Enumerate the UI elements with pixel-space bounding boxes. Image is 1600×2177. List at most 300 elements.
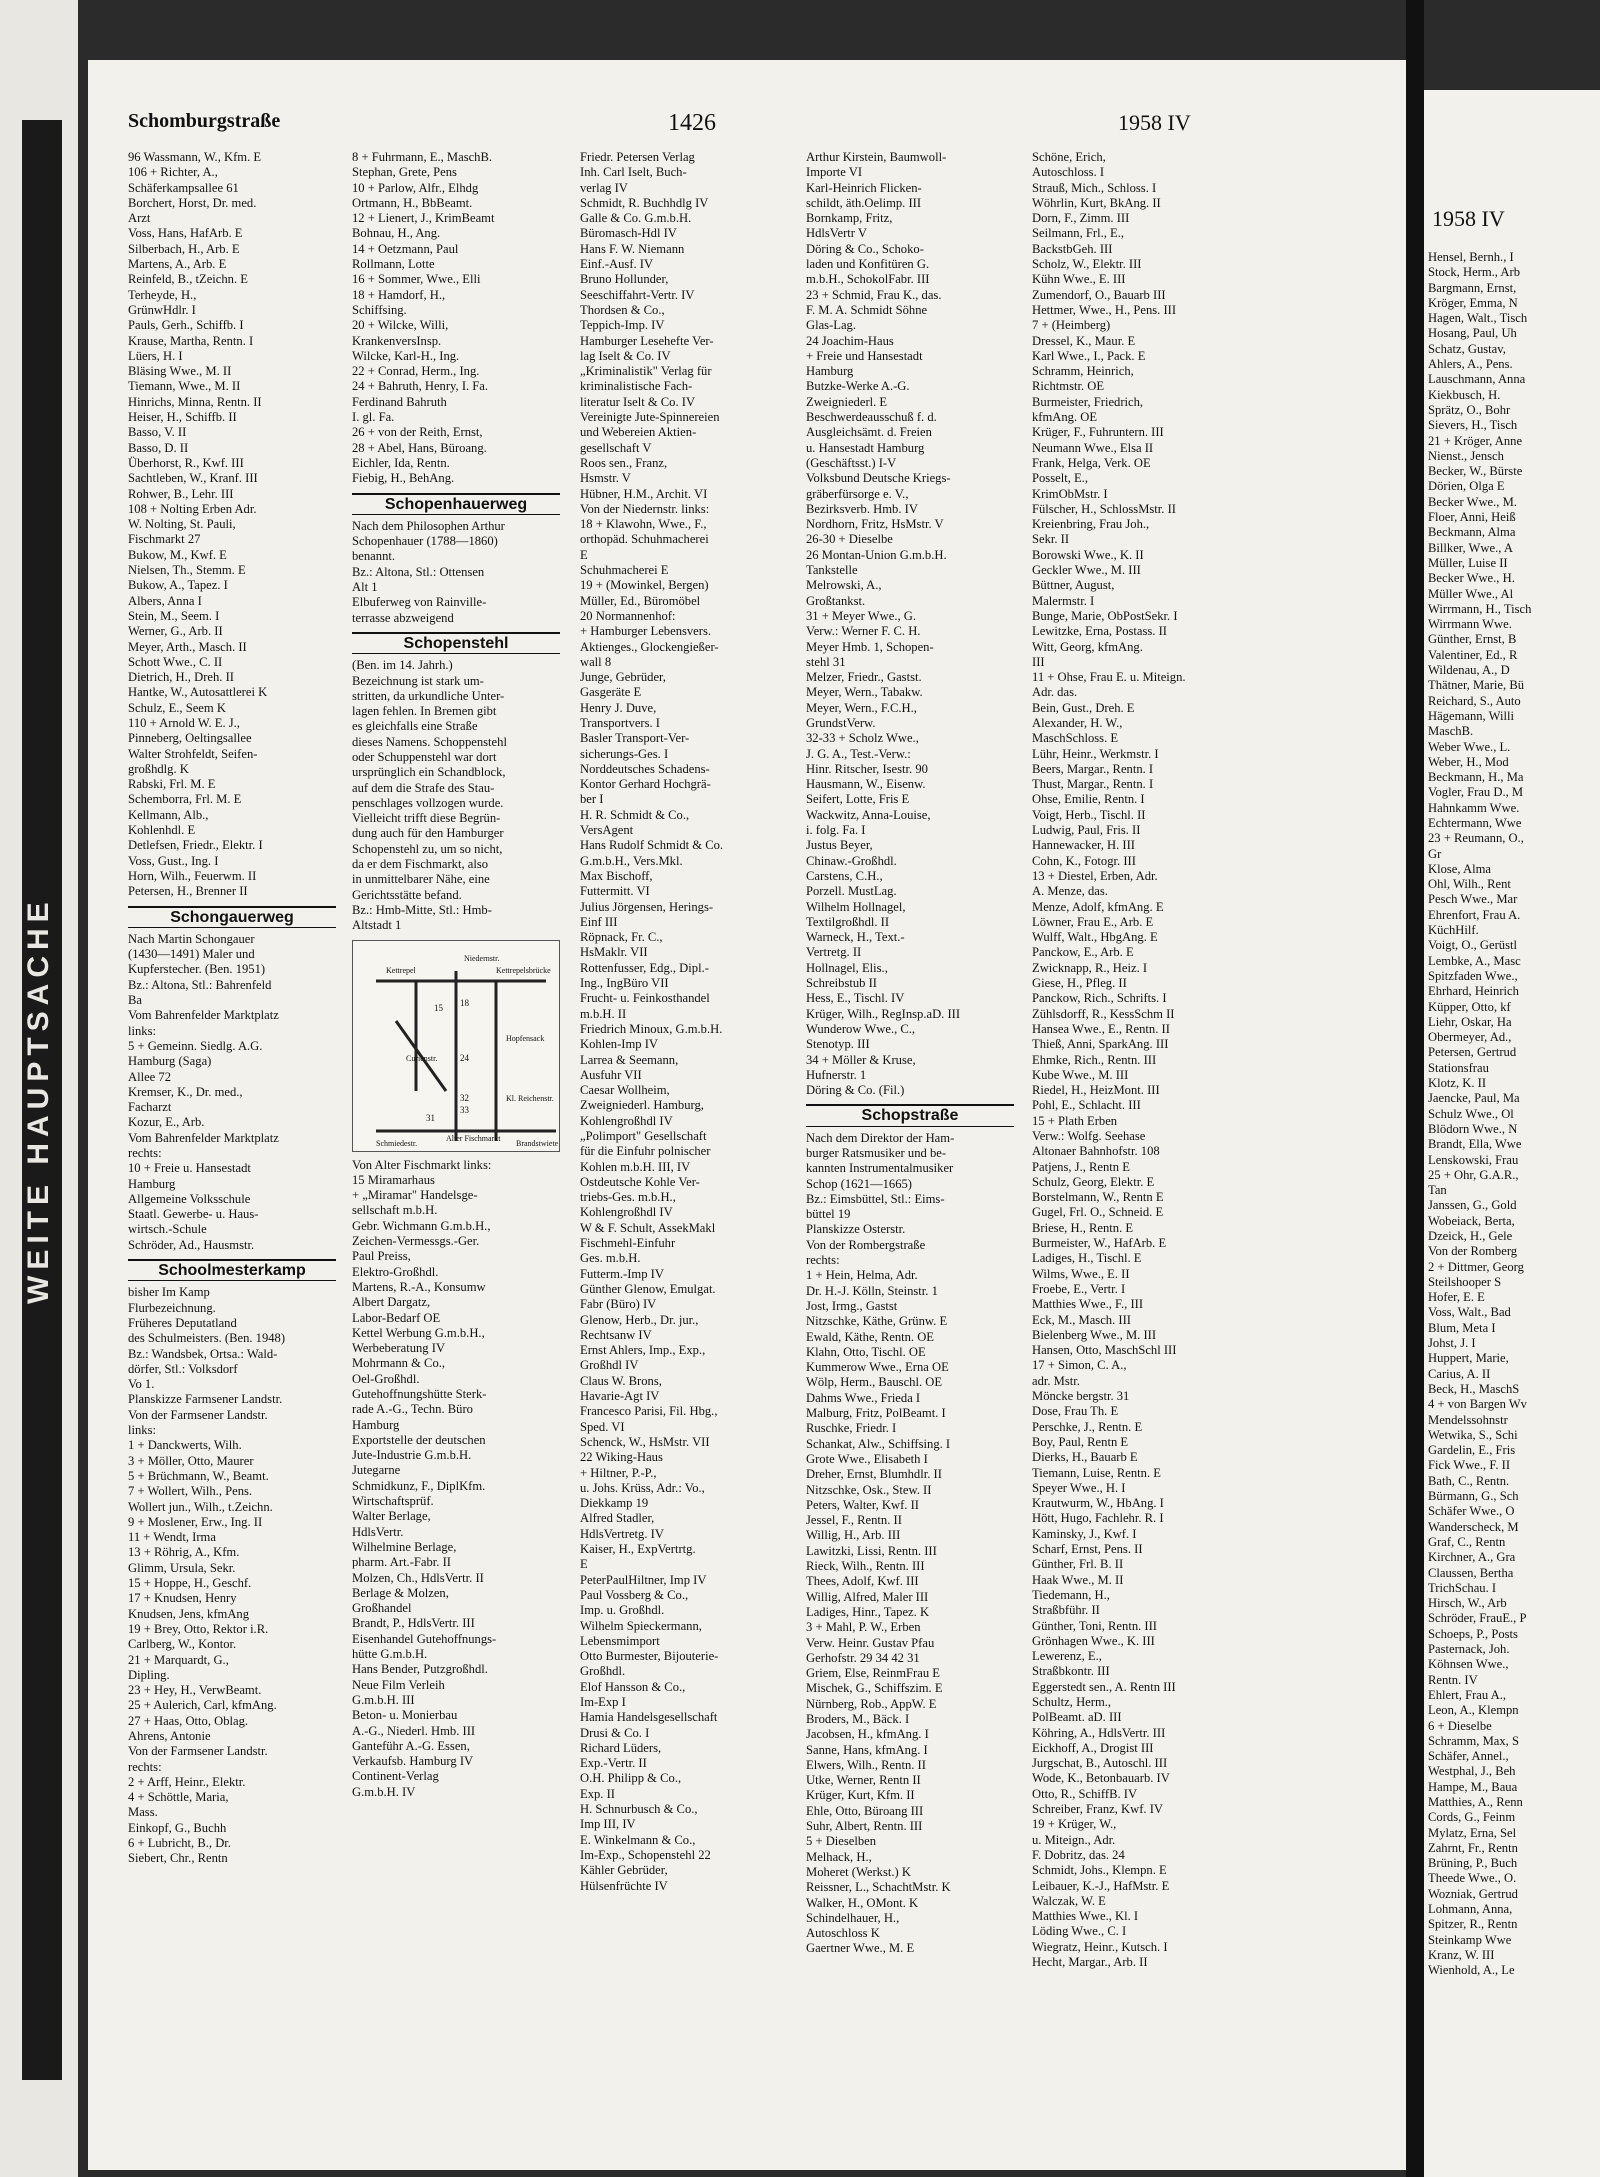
directory-entry: Lüers, H. I xyxy=(128,348,183,363)
directory-entry: (1430—1491) Maler und xyxy=(128,947,255,962)
directory-entry: Sekr. II xyxy=(1032,532,1070,547)
directory-entry: Galle & Co. G.m.b.H. xyxy=(580,211,692,226)
directory-entry: Wollert jun., Wilh., t.Zeichn. xyxy=(128,1499,273,1514)
directory-entry: Bz.: Altona, Stl.: Ottensen xyxy=(352,564,485,579)
directory-entry: Bath, C., Rentn. xyxy=(1428,1473,1510,1488)
directory-entry: 21 + Marquardt, G., xyxy=(128,1652,229,1667)
directory-entry: Stein, M., Seem. I xyxy=(128,608,220,623)
directory-entry: adr. Mstr. xyxy=(1032,1373,1080,1388)
directory-entry: Wozniak, Gertrud xyxy=(1428,1886,1518,1901)
directory-entry: Borstelmann, W., Rentn E xyxy=(1032,1190,1164,1205)
directory-entry: Ehle, Otto, Büroang III xyxy=(806,1803,924,1818)
directory-entry: Teppich-Imp. IV xyxy=(580,318,665,333)
directory-entry: Beton- u. Monierbau xyxy=(352,1708,458,1723)
directory-entry: Hausmann, W., Eisenw. xyxy=(806,777,926,792)
directory-entry: rechts: xyxy=(128,1146,162,1160)
directory-entry: Müller Wwe., Al xyxy=(1428,586,1514,601)
directory-entry: Ganteführ A.-G. Essen, xyxy=(352,1738,470,1753)
directory-entry: Gerichtsstätte befand. xyxy=(352,887,462,902)
directory-entry: Günther, Toni, Rentn. III xyxy=(1032,1618,1157,1633)
directory-entry: Futtermitt. VI xyxy=(580,884,650,899)
directory-entry: III xyxy=(1032,654,1045,669)
directory-entry: Briese, H., Rentn. E xyxy=(1032,1220,1134,1235)
map-label: Kl. Reichenstr. xyxy=(506,1093,554,1103)
directory-entry: Großhandel xyxy=(352,1601,412,1616)
directory-entry: Terheyde, H., xyxy=(128,287,197,302)
directory-entry: Henry J. Duve, xyxy=(580,700,657,715)
directory-entry: Sanne, Hans, kfmAng. I xyxy=(806,1742,928,1757)
directory-entry: Hantke, W., Autosattlerei K xyxy=(128,685,268,700)
directory-entry: Basler Transport-Ver- xyxy=(580,731,690,746)
directory-entry: HsMaklr. VII xyxy=(580,945,648,960)
directory-entry: Posselt, E., xyxy=(1032,471,1088,486)
directory-entry: Leibauer, K.-J., HafMstr. E xyxy=(1032,1878,1170,1893)
directory-entry: dung auch für den Hamburger xyxy=(352,826,504,841)
directory-entry: Klotz, K. II xyxy=(1428,1076,1487,1091)
directory-entry: kfmAng. OE xyxy=(1032,410,1098,425)
directory-entry: Ahlers, A., Pens. xyxy=(1428,357,1513,372)
directory-entry: sicherungs-Ges. I xyxy=(580,746,669,761)
directory-entry: Bläsing Wwe., M. II xyxy=(128,364,232,379)
directory-entry: Friedrich Minoux, G.m.b.H. xyxy=(580,1021,723,1036)
directory-entry: Panckow, Rich., Schrifts. I xyxy=(1032,991,1167,1006)
column-5 xyxy=(1032,150,1248,2070)
directory-entry: Straßbführ. II xyxy=(1032,1603,1100,1618)
directory-entry: Leon, A., Klempn xyxy=(1428,1703,1519,1718)
directory-entry: Borchert, Horst, Dr. med. xyxy=(128,195,257,210)
directory-entry: Inh. Carl Iselt, Buch- xyxy=(580,165,687,180)
directory-entry: Hecht, Margar., Arb. II xyxy=(1032,1955,1148,1970)
directory-entry: Gerhofstr. 29 34 42 31 xyxy=(806,1650,920,1665)
directory-entry: Köhring, A., HdlsVertr. III xyxy=(1032,1725,1166,1740)
directory-entry: 14 + Oetzmann, Paul xyxy=(352,241,459,256)
directory-entry: Zweigniederl. E xyxy=(806,394,888,409)
directory-entry: F. Dobritz, das. 24 xyxy=(1032,1847,1125,1862)
map-house-number: 15 xyxy=(434,1002,443,1013)
directory-entry: Graf, C., Rentn xyxy=(1428,1534,1506,1549)
directory-entry: Diekkamp 19 xyxy=(580,1496,649,1511)
directory-entry: Kaminsky, J., Kwf. I xyxy=(1032,1526,1137,1541)
directory-entry: Detlefsen, Friedr., Elektr. I xyxy=(128,838,263,853)
directory-entry: Bukow, M., Kwf. E xyxy=(128,547,227,562)
directory-entry: penschlages vollzogen wurde. xyxy=(352,795,504,810)
directory-entry: Köhnsen Wwe., xyxy=(1428,1657,1509,1672)
directory-entry: Kupferstecher. (Ben. 1951) xyxy=(128,962,266,977)
directory-entry: Nach dem Philosophen Arthur xyxy=(352,518,505,533)
directory-entry: rade A.-G., Techn. Büro xyxy=(352,1402,473,1417)
directory-entry: Ohl, Wilh., Rent xyxy=(1428,877,1511,892)
directory-entry: dieses Namens. Schoppenstehl xyxy=(352,734,507,749)
directory-entry: 2 + Dittmer, Georg xyxy=(1428,1259,1524,1274)
directory-entry: Justus Beyer, xyxy=(806,838,873,853)
directory-entry: Voigt, O., Gerüstl xyxy=(1428,938,1517,953)
directory-entry: Schöne, Erich, xyxy=(1032,150,1106,164)
directory-entry: E xyxy=(580,1557,588,1572)
directory-entry: Fick Wwe., F. II xyxy=(1428,1458,1511,1473)
directory-entry: Hess, E., Tischl. IV xyxy=(806,991,905,1006)
directory-entry: Max Bischoff, xyxy=(580,868,653,883)
directory-entry: KrankenversInsp. xyxy=(352,333,442,348)
directory-entry: lagen fehlen. In Bremen gibt xyxy=(352,704,497,719)
directory-entry: Caesar Wollheim, xyxy=(580,1083,670,1098)
directory-entry: Im-Exp., Schopenstehl 22 xyxy=(580,1847,711,1862)
directory-entry: Suhr, Albert, Rentn. III xyxy=(806,1819,923,1834)
directory-entry: Werbeberatung IV xyxy=(352,1341,446,1356)
directory-entry: Wöhrlin, Kurt, BkAng. II xyxy=(1032,195,1161,210)
directory-entry: Planskizze Osterstr. xyxy=(806,1222,906,1237)
directory-entry: E. Winkelmann & Co., xyxy=(580,1832,696,1847)
directory-entry: Sped. VI xyxy=(580,1419,625,1434)
directory-entry: Glas-Lag. xyxy=(806,318,857,333)
directory-entry: u. Miteign., Adr. xyxy=(1032,1832,1116,1847)
directory-entry: Einkopf, G., Buchh xyxy=(128,1820,227,1835)
directory-entry: orthopäd. Schuhmacherei xyxy=(580,532,709,547)
directory-entry: Hirsch, W., Arb xyxy=(1428,1596,1507,1611)
directory-entry: Sprätz, O., Bohr xyxy=(1428,402,1511,417)
directory-entry: Nitzschke, Käthe, Grünw. E xyxy=(806,1314,948,1329)
directory-entry: Ing., IngBüro VII xyxy=(580,976,669,991)
directory-entry: Kreienbring, Frau Joh., xyxy=(1032,517,1150,532)
directory-entry: HdlsVertr. xyxy=(352,1524,404,1539)
directory-entry: MaschSchloss. E xyxy=(1032,731,1119,746)
directory-entry: 25 + Aulerich, Carl, kfmAng. xyxy=(128,1698,277,1713)
directory-entry: Melhack, H., xyxy=(806,1849,872,1864)
directory-entry: Liehr, Oskar, Ha xyxy=(1428,1014,1512,1029)
directory-entry: Grote Wwe., Elisabeth I xyxy=(806,1451,928,1466)
directory-entry: Stationsfrau xyxy=(1428,1060,1489,1075)
directory-entry: Walker, H., OMont. K xyxy=(806,1895,919,1910)
directory-entry: Werner, G., Arb. II xyxy=(128,624,223,639)
directory-entry: Bruno Hollunder, xyxy=(580,272,669,287)
directory-entry: Küpper, Otto, kf xyxy=(1428,999,1511,1014)
directory-entry: 18 + Klawohn, Wwe., F., xyxy=(580,517,707,532)
directory-entry: Allee 72 xyxy=(128,1069,172,1084)
directory-entry: 22 + Conrad, Herm., Ing. xyxy=(352,364,480,379)
directory-entry: Einf III xyxy=(580,914,618,929)
directory-entry: kannten Instrumentalmusiker xyxy=(806,1161,954,1176)
directory-entry: Hamburg xyxy=(806,364,854,379)
street-map-sketch xyxy=(352,940,560,1152)
directory-entry: Sievers, H., Tisch xyxy=(1428,418,1518,433)
directory-entry: Janssen, G., Gold xyxy=(1428,1198,1517,1213)
directory-entry: Beckmann, H., Ma xyxy=(1428,770,1524,785)
directory-entry: Pasternack, Joh. xyxy=(1428,1642,1510,1657)
directory-entry: Utke, Werner, Rentn II xyxy=(806,1773,921,1788)
directory-entry: Perschke, J., Rentn. E xyxy=(1032,1419,1143,1434)
street-heading: Schoolmesterkamp xyxy=(128,1259,336,1281)
directory-entry: Kranz, W. III xyxy=(1428,1947,1495,1962)
directory-entry: triebs-Ges. m.b.H., xyxy=(580,1190,676,1205)
directory-entry: Carstens, C.H., xyxy=(806,868,883,883)
directory-entry: Büromasch-Hdl IV xyxy=(580,226,677,241)
directory-entry: Müller, Ed., Büromöbel xyxy=(580,593,701,608)
directory-entry: Voss, Hans, HafArb. E xyxy=(128,226,243,241)
directory-entry: Haak Wwe., M. II xyxy=(1032,1572,1124,1587)
directory-entry: Hamburger Lesehefte Ver- xyxy=(580,333,714,348)
directory-entry: Neumann Wwe., Elsa II xyxy=(1032,440,1154,455)
directory-entry: + Hamburger Lebensvers. xyxy=(580,624,712,639)
directory-entry: Krüger, Wilh., RegInsp.aD. III xyxy=(806,1006,961,1021)
directory-entry: Kremser, K., Dr. med., xyxy=(128,1084,243,1099)
directory-entry: Schiffsing. xyxy=(352,302,407,317)
directory-entry: Döring & Co. (Fil.) xyxy=(806,1083,905,1098)
directory-entry: Arzt xyxy=(128,211,151,226)
directory-entry: Schmidt, R. Buchhdlg IV xyxy=(580,195,709,210)
book-gutter xyxy=(1406,0,1424,2177)
directory-entry: Dahms Wwe., Frieda I xyxy=(806,1390,921,1405)
directory-entry: VersAgent xyxy=(580,823,634,838)
directory-entry: HdlsVertr V xyxy=(806,226,867,241)
directory-entry: Tiemann, Wwe., M. II xyxy=(128,379,241,394)
directory-entry: Wirtschaftsprüf. xyxy=(352,1494,434,1509)
directory-entry: 25 + Ohr, G.A.R., xyxy=(1428,1167,1519,1182)
directory-entry: Speyer Wwe., H. I xyxy=(1032,1480,1126,1495)
directory-entry: Wunderow Wwe., C., xyxy=(806,1021,916,1036)
directory-entry: 4 + von Bargen Wv xyxy=(1428,1397,1527,1412)
directory-entry: Dr. H.-J. Kölln, Steinstr. 1 xyxy=(806,1283,938,1298)
directory-entry: 10 + Freie u. Hansestadt xyxy=(128,1161,251,1176)
directory-entry: Von der Farmsener Landstr. xyxy=(128,1744,268,1759)
directory-entry: Rentn. IV xyxy=(1428,1672,1478,1687)
directory-entry: 21 + Kröger, Anne xyxy=(1428,433,1523,448)
directory-entry: Vom Bahrenfelder Marktplatz xyxy=(128,1130,279,1145)
directory-entry: Von Alter Fischmarkt links: xyxy=(352,1157,492,1172)
directory-entry: Ladiges, H., Tischl. E xyxy=(1032,1251,1142,1266)
directory-entry: wirtsch.-Schule xyxy=(128,1222,207,1237)
directory-entry: 108 + Nolting Erben Adr. xyxy=(128,501,257,516)
directory-entry: Wulff, Walt., HbgAng. E xyxy=(1032,930,1158,945)
directory-entry: Staatl. Gewerbe- u. Haus- xyxy=(128,1207,259,1222)
directory-entry: 20 Normannenhof: xyxy=(580,608,676,623)
directory-entry: Gr xyxy=(1428,846,1442,861)
directory-entry: Bz.: Altona, Stl.: Bahrenfeld xyxy=(128,977,272,992)
directory-entry: Blum, Meta I xyxy=(1428,1320,1496,1335)
directory-entry: Ostdeutsche Kohle Ver- xyxy=(580,1174,700,1189)
directory-entry: Schäferkampsallee 61 xyxy=(128,180,239,195)
directory-entry: Rieck, Wilh., Rentn. III xyxy=(806,1559,925,1574)
directory-entry: auf dem die Strafe des Stau- xyxy=(352,780,495,795)
directory-entry: Hülsenfrüchte IV xyxy=(580,1878,668,1893)
directory-entry: Autoschloss. I xyxy=(1032,165,1105,180)
directory-entry: Eichler, Ida, Rentn. xyxy=(352,455,450,470)
directory-entry: Spitzer, R., Rentn xyxy=(1428,1917,1518,1932)
directory-entry: Ewald, Käthe, Rentn. OE xyxy=(806,1329,935,1344)
directory-entry: + Hiltner, P.-P., xyxy=(580,1465,657,1480)
directory-entry: Schröder, Ad., Hausmstr. xyxy=(128,1237,255,1252)
directory-entry: Altstadt 1 xyxy=(352,918,402,933)
directory-entry: stehl 31 xyxy=(806,654,846,669)
directory-entry: Gugel, Frl. O., Schneid. E xyxy=(1032,1205,1164,1220)
directory-entry: Dörien, Olga E xyxy=(1428,479,1505,494)
directory-entry: i. folg. Fa. I xyxy=(806,823,866,838)
directory-entry: Thust, Margar., Rentn. I xyxy=(1032,777,1154,792)
directory-entry: Aktienges., Glockengießer- xyxy=(580,639,719,654)
directory-entry: 1 + Hein, Helma, Adr. xyxy=(806,1268,918,1283)
directory-entry: Vo 1. xyxy=(128,1377,155,1392)
directory-entry: Broders, M., Bäck. I xyxy=(806,1711,910,1726)
map-house-number: 33 xyxy=(460,1104,469,1115)
directory-entry: Von der Romberg xyxy=(1428,1244,1518,1259)
directory-entry: Exp. II xyxy=(580,1786,615,1801)
directory-entry: Alexander, H. W., xyxy=(1032,715,1123,730)
directory-entry: Ferdinand Bahruth xyxy=(352,394,447,409)
left-strip-text: WEITE HAUPTSACHE xyxy=(22,120,62,2080)
directory-entry: Meyer, Wern., F.C.H., xyxy=(806,700,917,715)
directory-entry: Schuhmacherei E xyxy=(580,563,669,578)
directory-entry: Einf.-Ausf. IV xyxy=(580,257,654,272)
directory-entry: Zweigniederl. Hamburg, xyxy=(580,1098,704,1113)
directory-entry: Kröger, Emma, N xyxy=(1428,295,1518,310)
directory-entry: Kaiser, H., ExpVertrtg. xyxy=(580,1542,696,1557)
directory-entry: 10 + Parlow, Alfr., Elhdg xyxy=(352,180,479,195)
directory-entry: Schulz, Georg, Elektr. E xyxy=(1032,1174,1155,1189)
directory-entry: Jaencke, Paul, Ma xyxy=(1428,1091,1520,1106)
directory-entry: Schreibstub II xyxy=(806,976,877,991)
directory-entry: Claussen, Bertha xyxy=(1428,1565,1514,1580)
directory-entry: Friedr. Petersen Verlag xyxy=(580,150,695,164)
directory-entry: laden und Konfitüren G. xyxy=(806,257,930,272)
directory-entry: BackstbGeh. III xyxy=(1032,241,1113,256)
directory-entry: Ludwig, Paul, Fris. II xyxy=(1032,823,1141,838)
directory-entry: u. Johs. Krüss, Adr.: Vo., xyxy=(580,1480,705,1495)
directory-entry: Meyer Hmb. 1, Schopen- xyxy=(806,639,934,654)
directory-entry: pharm. Art.-Fabr. II xyxy=(352,1555,451,1570)
directory-entry: Jurgschat, B., Autoschl. III xyxy=(1032,1756,1168,1771)
directory-entry: Im-Exp I xyxy=(580,1694,626,1709)
directory-entry: lag Iselt & Co. IV xyxy=(580,348,671,363)
directory-entry: Hensel, Bernh., I xyxy=(1428,250,1514,264)
directory-entry: Schoeps, P., Posts xyxy=(1428,1626,1518,1641)
directory-entry: Carius, A. II xyxy=(1428,1366,1491,1381)
directory-entry: G.m.b.H. IV xyxy=(352,1784,416,1799)
directory-entry: Nürnberg, Rob., AppW. E xyxy=(806,1696,937,1711)
directory-entry: Reinfeld, B., tZeichn. E xyxy=(128,272,248,287)
directory-entry: Wildenau, A., D xyxy=(1428,663,1510,678)
directory-entry: Kohlengroßhdl IV xyxy=(580,1205,673,1220)
directory-entry: 2 + Arff, Heinr., Elektr. xyxy=(128,1774,246,1789)
directory-entry: Froebe, E., Vertr. I xyxy=(1032,1281,1126,1296)
directory-entry: Stenotyp. III xyxy=(806,1037,870,1052)
directory-entry: Verkaufsb. Hamburg IV xyxy=(352,1754,474,1769)
directory-entry: Hamburg xyxy=(352,1417,400,1432)
directory-entry: Döring & Co., Schoko- xyxy=(806,241,924,256)
directory-entry: Altonaer Bahnhofstr. 108 xyxy=(1032,1144,1160,1159)
directory-entry: 6 + Dieselbe xyxy=(1428,1718,1492,1733)
directory-entry: Berlage & Molzen, xyxy=(352,1585,449,1600)
directory-entry: Fülscher, H., SchlossMstr. II xyxy=(1032,501,1176,516)
directory-entry: Zumendorf, O., Bauarb III xyxy=(1032,287,1166,302)
directory-entry: Kohlen-Imp IV xyxy=(580,1037,658,1052)
directory-entry: Hahnkamm Wwe. xyxy=(1428,800,1520,815)
directory-entry: Fiebig, H., BehAng. xyxy=(352,471,455,486)
map-label: Curienstr. xyxy=(406,1053,438,1063)
directory-entry: Schramm, Heinrich, xyxy=(1032,364,1134,379)
directory-entry: 3 + Möller, Otto, Maurer xyxy=(128,1453,254,1468)
directory-entry: TrichSchau. I xyxy=(1428,1580,1497,1595)
directory-entry: Günther Glenow, Emulgat. xyxy=(580,1281,716,1296)
directory-entry: Vielleicht trifft diese Begrün- xyxy=(352,811,501,826)
directory-entry: Wienhold, A., Le xyxy=(1428,1963,1515,1978)
directory-entry: Schramm, Max, S xyxy=(1428,1733,1519,1748)
directory-entry: Zeichen-Vermessgs.-Ger. xyxy=(352,1234,480,1249)
directory-entry: Butzke-Werke A.-G. xyxy=(806,379,910,394)
directory-entry: Bornkamp, Fritz, xyxy=(806,211,893,226)
directory-entry: Hampe, M., Baua xyxy=(1428,1779,1518,1794)
directory-entry: Porzell. MustLag. xyxy=(806,884,897,899)
directory-entry: Hans F. W. Niemann xyxy=(580,241,685,256)
directory-entry: Reissner, L., SchachtMstr. K xyxy=(806,1880,951,1895)
directory-entry: 24 Joachim-Haus xyxy=(806,333,894,348)
directory-entry: 15 + Plath Erben xyxy=(1032,1113,1118,1128)
directory-entry: Ehmke, Rich., Rentn. III xyxy=(1032,1052,1157,1067)
directory-entry: Krüger, Kurt, Kfm. II xyxy=(806,1788,915,1803)
directory-entry: Planskizze Farmsener Landstr. xyxy=(128,1392,283,1407)
directory-entry: Pinneberg, Oeltingsallee xyxy=(128,731,252,746)
directory-entry: Dierks, H., Bauarb E xyxy=(1032,1450,1138,1465)
directory-entry: A. Menze, das. xyxy=(1032,884,1108,899)
directory-entry: Hägemann, Willi xyxy=(1428,708,1514,723)
directory-entry: Großhdl IV xyxy=(580,1358,639,1373)
directory-entry: Jute-Industrie G.m.b.H. xyxy=(352,1448,472,1463)
directory-entry: Chinaw.-Großhdl. xyxy=(806,853,897,868)
directory-entry: Weber, H., Mod xyxy=(1428,754,1509,769)
directory-entry: Pauls, Gerh., Schiffb. I xyxy=(128,318,244,333)
directory-entry: Walter Berlage, xyxy=(352,1509,431,1524)
map-house-number: 31 xyxy=(426,1112,435,1123)
directory-entry: Bezeichnung ist stark um- xyxy=(352,673,484,688)
directory-entry: Tankstelle xyxy=(806,563,858,578)
directory-entry: Ernst Ahlers, Imp., Exp., xyxy=(580,1343,706,1358)
directory-entry: Mohrmann & Co., xyxy=(352,1356,446,1371)
directory-entry: Günther, Ernst, B xyxy=(1428,632,1517,647)
directory-entry: Norddeutsches Schadens- xyxy=(580,761,710,776)
directory-entry: Verw.: Werner F. C. H. xyxy=(806,624,921,639)
directory-entry: Wilhelm Hollnagel, xyxy=(806,899,906,914)
directory-entry: Becker Wwe., M. xyxy=(1428,494,1517,509)
directory-entry: Tan xyxy=(1428,1183,1447,1198)
directory-entry: PolBeamt. aD. III xyxy=(1032,1710,1122,1725)
street-heading: Schopenstehl xyxy=(352,632,560,654)
right-page-column xyxy=(1428,250,1598,1979)
directory-entry: Schäfer, Annel., xyxy=(1428,1749,1509,1764)
directory-entry: Hosang, Paul, Uh xyxy=(1428,326,1517,341)
directory-entry: Pohl, E., Schlacht. III xyxy=(1032,1098,1141,1113)
directory-entry: 17 + Knudsen, Henry xyxy=(128,1591,237,1606)
directory-entry: Hsmstr. V xyxy=(580,471,631,486)
directory-entry: Mylatz, Erna, Sel xyxy=(1428,1825,1517,1840)
directory-entry: G.m.b.H. III xyxy=(352,1692,415,1707)
directory-entry: Walter Strohfeldt, Seifen- xyxy=(128,746,258,761)
directory-entry: Strauß, Mich., Schloss. I xyxy=(1032,180,1157,195)
directory-entry: Larrea & Seemann, xyxy=(580,1052,679,1067)
directory-entry: Martens, A., Arb. E xyxy=(128,257,227,272)
directory-entry: Ortmann, H., BbBeamt. xyxy=(352,195,473,210)
directory-entry: Flurbezeichnung. xyxy=(128,1300,216,1315)
year-label: 1958 IV xyxy=(1118,110,1191,135)
directory-entry: Ohse, Emilie, Rentn. I xyxy=(1032,792,1145,807)
directory-entry: Möncke bergstr. 31 xyxy=(1032,1389,1130,1404)
directory-entry: Martens, R.-A., Konsumw xyxy=(352,1279,486,1294)
directory-entry: Julius Jörgensen, Herings- xyxy=(580,899,714,914)
directory-entry: rechts: xyxy=(806,1253,840,1268)
directory-entry: Lembke, A., Masc xyxy=(1428,953,1521,968)
directory-entry: Kube Wwe., M. III xyxy=(1032,1067,1129,1082)
directory-entry: Glimm, Ursula, Sekr. xyxy=(128,1560,236,1575)
directory-entry: Lohmann, Anna, xyxy=(1428,1902,1513,1917)
directory-entry: links: xyxy=(128,1023,156,1038)
directory-entry: Kühn Wwe., E. III xyxy=(1032,272,1126,287)
directory-entry: Transportvers. I xyxy=(580,715,660,730)
